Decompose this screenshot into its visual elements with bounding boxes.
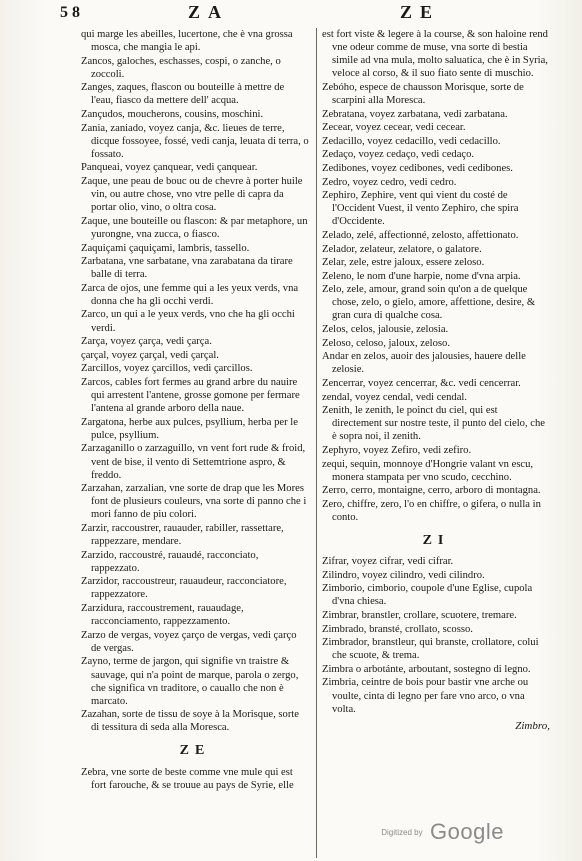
dictionary-entry: Zecear, voyez cecear, vedi cecear. [322, 122, 466, 134]
dictionary-entry: Zencerrar, voyez cencerrar, &c. vedi cencerrar. [322, 377, 521, 389]
dictionary-entry: Zarzidor, raccoustreur, rauaudeur, racconciatore, rappezzatore. [81, 576, 287, 601]
dictionary-entry: Zedacillo, voyez cedacillo, vedi cedacillo. [322, 135, 501, 147]
dictionary-entry: Zephyro, voyez Zefiro, vedi zefiro. [322, 444, 472, 456]
dictionary-entry: Zargatona, herbe aux pulces, psyllium, herba per le pulce, psyllium. [81, 416, 298, 441]
dictionary-entry: Zarzidura, raccoustrement, rauaudage, racconciamento, rappezzamento. [81, 603, 244, 628]
dictionary-entry: Zaquiçami çaquiçami, lambris, tassello. [81, 242, 250, 254]
catchword: Zimbro, [515, 719, 550, 732]
dictionary-entry: Zimbra o arbotánte, arboutant, sostegno di legno. [322, 663, 531, 675]
dictionary-entry: Zelos, celos, jalousie, zelosia. [322, 324, 449, 336]
dictionary-entry: Zelador, zelateur, zelatore, o galatore. [322, 243, 482, 255]
dictionary-entry: Zaque, une peau de bouc ou de chevre à porter huile vin, ou autre chose, vno vtre pelle di capra da portar olio, vino, o oltra cosa. [81, 176, 303, 214]
dictionary-entry: Zancos, galoches, eschasses, cospi, o zanche, o zoccoli. [81, 55, 281, 80]
right-after-entries [322, 555, 550, 716]
dictionary-entry: Panqueai, voyez çanquear, vedi çanquear. [81, 162, 258, 174]
dictionary-entry: Zimbria, ceintre de bois pour bastir vne arche ou voulte, cinta di legno per fare vno arco, o vna volta. [322, 677, 529, 715]
dictionary-entry: Zayno, terme de jargon, qui signifie vn traistre & sauvage, qui n'a point de marque, parola o zergo, che significa vn traditore, o cauallo che non è marcato. [81, 656, 299, 707]
google-logo-text: Google [430, 819, 504, 844]
dictionary-entry: Zanges, zaques, flascon ou bouteille à mettre de l'eau, fiasco da mettere dell' acqua. [81, 82, 285, 107]
dictionary-entry: Zarcos, cables fort fermes au grand arbre du nauire qui arrestent l'antene, grosse gomone per fermare l'antena al grande arboro della naue. [81, 376, 300, 415]
dictionary-entry: Zelo, zele, amour, grand soin qu'on a de quelque chose, zelo, o gielo, amore, affettione, desire, & gran cura di qualche cosa. [322, 284, 536, 322]
dictionary-entry: Zimbrador, branstleur, qui branste, crollatore, colui che scuote, & trema. [322, 637, 539, 662]
section-heading-zi: ZI [422, 532, 450, 548]
dictionary-entry: Zaque, une bouteille ou flascon: & par metaphore, un yurongne, vna zucca, o fiasco. [81, 215, 308, 240]
dictionary-entry: Zarzir, raccoustrer, rauauder, rabiller, rassettare, rappezzare, mendare. [81, 522, 284, 548]
dictionary-entry: Zebratana, voyez zarbatana, vedi zarbatana. [322, 108, 508, 120]
dictionary-entry: Zelado, zelé, affectionné, zelosto, affettionato. [322, 229, 519, 241]
dictionary-entry: Zimbrar, branstler, crollare, scuotere, tremare. [322, 609, 517, 621]
running-head-left: ZA [188, 2, 230, 22]
dictionary-entry: Zedaço, voyez cedaço, vedi cedaço. [322, 149, 475, 161]
digitized-label: Digitized by [381, 827, 423, 837]
left-column [81, 28, 309, 792]
dictionary-entry: Zarzaganillo o zarzaguillo, vn vent fort rude & froid, vent de bise, il vento di Settemtrione aspro, & freddo. [81, 443, 306, 481]
dictionary-entry: çarçal, voyez çarçal, vedi çarçal. [81, 349, 219, 361]
dictionary-entry: Zifrar, voyez cifrar, vedi cifrar. [322, 556, 454, 568]
page-header [0, 2, 582, 24]
dictionary-entry: Zerro, cerro, montaigne, cerro, arboro di montagna. [322, 485, 541, 497]
dictionary-entry: Zarzahan, zarzalian, vne sorte de drap que les Mores font de plusieurs couleurs, vna sorte di panno che i mori fanno de piu colori. [81, 483, 307, 521]
dictionary-entry: Zebóho, espece de chausson Morisque, sorte de scarpini alla Moresca. [322, 81, 524, 106]
dictionary-entry: est fort viste & legere à la course, & son haloine rend vne odeur comme de muse, vna sorte di bestia simile ad vna mula, molto saluatica, che è in Syria, veloce al corso, & il suo fiato sente di muschio. [322, 29, 548, 80]
section-heading-ze: ZE [179, 743, 211, 759]
dictionary-entry: Zimbrado, bransté, crollato, scosso. [322, 623, 473, 635]
column-divider [316, 28, 317, 858]
dictionary-entry: Zimborio, cimborio, coupole d'une Eglise, cupola d'vna chiesa. [322, 583, 533, 608]
left-after-entries [81, 766, 309, 792]
dictionary-entry: Zarco, un qui a le yeux verds, vno che ha gli occhi verdi. [81, 309, 295, 334]
dictionary-entry: Zeleno, le nom d'une harpie, nome d'vna arpia. [322, 270, 521, 282]
dictionary-entry: Zarzo de vergas, voyez çarço de vergas, vedi çarço de vergas. [81, 629, 297, 654]
dictionary-entry: Zarzido, raccoustré, rauaudé, racconciato, rappezzato. [81, 549, 259, 574]
page-number: 5 8 [60, 4, 80, 21]
running-head-right: ZE [400, 2, 441, 22]
dictionary-entry: zequi, sequin, monnoye d'Hongrie valant vn escu, monera stampata per vno scudo, cecchino. [322, 458, 534, 483]
dictionary-entry: Zedro, voyez cedro, vedi cedro. [322, 176, 457, 188]
digitized-by-google-badge [381, 819, 504, 845]
dictionary-entry: Zenith, le zenith, le poinct du ciel, qui est directement sur nostre teste, il punto del cielo, che è sopra noi, il zenith. [322, 405, 545, 443]
dictionary-entry: Zilindro, voyez cilindro, vedi cilindro. [322, 569, 485, 581]
dictionary-entry: Zarbatana, vne sarbatane, vna zarabatana da tirare balle di terra. [81, 256, 293, 281]
dictionary-entry: Zero, chiffre, zero, l'o en chiffre, o gifera, o nulla in conto. [322, 498, 541, 523]
dictionary-entry: Zelar, zele, estre jaloux, essere zeloso. [322, 257, 485, 269]
dictionary-entry: Zebra, vne sorte de beste comme vne mule qui est fort farouche, & se trouue au pays de Syrie, elle [81, 766, 294, 791]
dictionary-entry: Zarça, voyez çarça, vedi çarça. [81, 336, 212, 348]
dictionary-entry: zendal, voyez cendal, vedi cendal. [322, 391, 468, 403]
left-entries [81, 28, 309, 734]
right-column [322, 28, 550, 733]
dictionary-entry: Zarcillos, voyez çarcillos, vedi çarcillos. [81, 363, 253, 375]
dictionary-entry: Zedibones, voyez cedibones, vedi cedibones. [322, 162, 513, 174]
dictionary-entry: Andar en zelos, auoir des jalousies, hauere delle zelosie. [322, 351, 526, 376]
dictionary-entry: Zançudos, moucherons, cousins, moschini. [81, 109, 264, 121]
dictionary-entry: Zeloso, celoso, jaloux, zeloso. [322, 337, 450, 349]
dictionary-entry: Zarca de ojos, une femme qui a les yeux verds, vna donna che ha gli occhi verdi. [81, 282, 299, 307]
right-entries [322, 28, 550, 524]
dictionary-entry: Zephiro, Zephire, vent qui vient du costé de l'Occident Vuest, il vento Zephiro, che spira d'Occidente. [322, 190, 519, 228]
dictionary-entry: Zania, zaniado, voyez canja, &c. lieues de terre, dicque fossoyee, fossé, vedi canja, leuata di terra, o fossato. [81, 122, 309, 160]
dictionary-entry: qui marge les abeilles, lucertone, che è vna grossa mosca, che mangia le api. [81, 29, 293, 54]
dictionary-entry: Zazahan, sorte de tissu de soye à la Morisque, sorte di tessitura di seda alla Moresca. [81, 709, 299, 734]
